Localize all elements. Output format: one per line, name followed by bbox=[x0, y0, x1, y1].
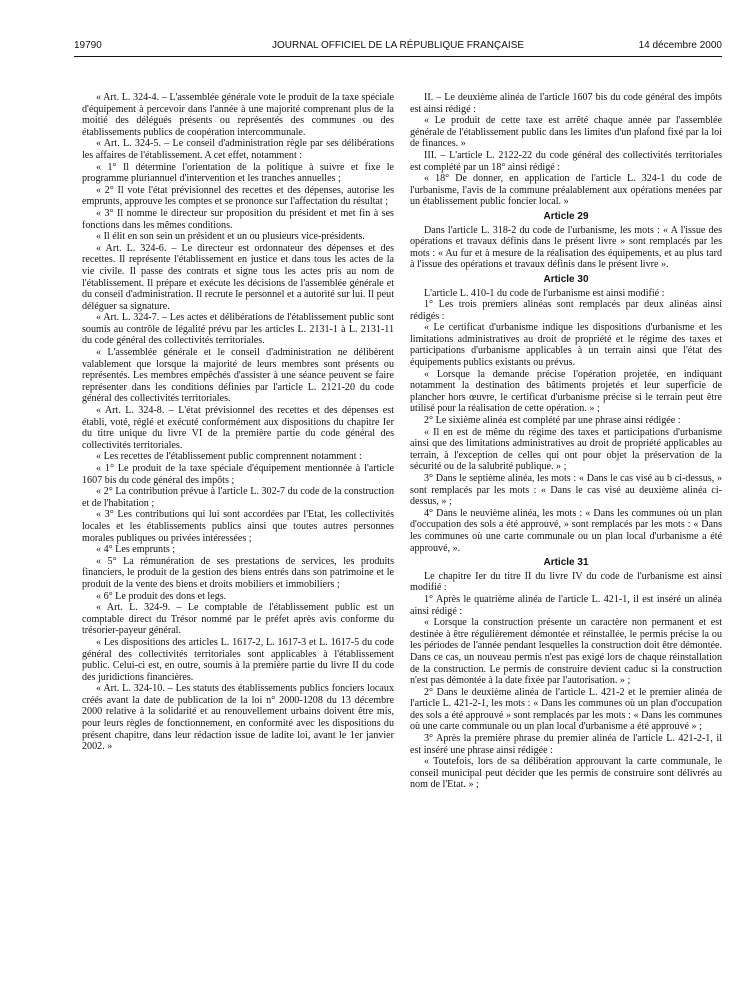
paragraph: « Art. L. 324-6. – Le directeur est ordonnateur des dépenses et des recettes. Il représente l'établissement en justice et dans tous les actes de la vie civile. Il passe des contrats et signe tous les actes pris au nom de l'établissement. Il prépare et exécute les décisions de l'assemblée générale et du conseil d'administration. Il recrute le personnel et a autorité sur lui. Il peut déléguer sa signature. bbox=[82, 242, 394, 312]
paragraph: « L'assemblée générale et le conseil d'administration ne délibèrent valablement que lorsque la majorité de leurs membres sont présents ou représentés. Les membres empêchés d'assister à une séance peuvent se faire représenter dans les conditions définies par l'article L. 2121-20 du code général des collectivités territoriales. bbox=[82, 347, 394, 405]
paragraph: L'article L. 410-1 du code de l'urbanisme est ainsi modifié : bbox=[424, 287, 665, 299]
paragraph: « 5° La rémunération de ses prestations de services, les produits financiers, le produit de la gestion des biens entrés dans son patrimoine et le produit de la vente des biens et droits mobiliers et immobiliers ; bbox=[82, 555, 394, 590]
paragraph: « Le certificat d'urbanisme indique les dispositions d'urbanisme et les limitations administratives au droit de propriété et le régime des taxes et participations d'urbanisme applicables à un terrain ainsi que l'état des équipements publics existants ou prévus. bbox=[410, 322, 722, 369]
paragraph: Dans l'article L. 318-2 du code de l'urbanisme, les mots : « A l'issue des opérations et travaux définis dans le présent livre » sont remplacés par les mots : « Au fur et à mesure de la réalisation des équipements, et au plus tard à l'issue des opérations et travaux définis dans le présent livre ». bbox=[410, 224, 722, 271]
page-number: 19790 bbox=[74, 40, 102, 51]
paragraph: 1° Après le quatrième alinéa de l'article L. 421-1, il est inséré un alinéa ainsi rédigé : bbox=[410, 593, 722, 617]
paragraph: « 6° Le produit des dons et legs. bbox=[96, 590, 227, 602]
publication-date: 14 décembre 2000 bbox=[638, 40, 722, 51]
paragraph: 3° Dans le septième alinéa, les mots : « Dans le cas visé au b ci-dessus, » sont remplacés par les mots : « Dans le cas visé au deuxième alinéa ci-dessus, » ; bbox=[410, 473, 722, 508]
article-heading: Article 30 bbox=[543, 273, 589, 285]
page-header bbox=[74, 40, 722, 54]
paragraph: « Lorsque la demande précise l'opération projetée, en indiquant notamment la destination des bâtiments projetés et leur superficie de plancher hors œuvre, le certificat d'urbanisme précise si le terrain peut être utilisé pour la réalisation de cette opération. » ; bbox=[410, 368, 722, 415]
paragraph: 3° Après la première phrase du premier alinéa de l'article L. 421-2-1, il est inséré une phrase ainsi rédigée : bbox=[410, 733, 722, 756]
article-heading: Article 31 bbox=[543, 557, 589, 569]
paragraph: « 4° Les emprunts ; bbox=[96, 544, 176, 556]
paragraph: « 3° Les contributions qui lui sont accordées par l'Etat, les collectivités locales et les établissements publics ainsi que toutes autres personnes morales publiques ou privées intéressées ; bbox=[82, 509, 394, 544]
paragraph: « Art. L. 324-5. – Le conseil d'administration règle par ses délibérations les affaires de l'établissement. A cet effet, notamment : bbox=[82, 138, 394, 161]
header-rule bbox=[74, 56, 722, 57]
left-column bbox=[82, 92, 394, 753]
paragraph: III. – L'article L. 2122-22 du code général des collectivités territoriales est complété par un 18° ainsi rédigé : bbox=[410, 149, 722, 173]
paragraph: Le chapitre Ier du titre II du livre IV du code de l'urbanisme est ainsi modifié : bbox=[410, 570, 722, 594]
paragraph: « Art. L. 324-4. – L'assemblée générale vote le produit de la taxe spéciale d'équipement à percevoir dans l'année à une majorité comprenant plus de la moitié des délégués présents ou représentés des communes ou des établissements publics de coopération intercommunale. bbox=[82, 92, 394, 138]
paragraph: « Art. L. 324-7. – Les actes et délibérations de l'établissement public sont soumis au contrôle de légalité prévu par les articles L. 2131-1 à L. 2131-11 du code général des collectivités territoriales. bbox=[82, 312, 394, 347]
paragraph: « Le produit de cette taxe est arrêté chaque année par l'assemblée générale de l'établissement public dans les limites d'un plafond fixé par la loi de finances. » bbox=[410, 115, 722, 150]
paragraph: « 1° Le produit de la taxe spéciale d'équipement mentionnée à l'article 1607 bis du code général des impôts ; bbox=[82, 463, 394, 486]
paragraph: « Lorsque la construction présente un caractère non permanent et est destinée à être régulièrement démontée et réinstallée, le permis précise la ou les périodes de l'année pendant lesquelles la construction doit être démontée. Dans ce cas, un nouveau permis n'est pas exigé lors de chaque réinstallation de la construction. Le permis de construire devient caduc si la construction n'est pas démontée à la date fixée par l'autorisation. » ; bbox=[410, 617, 722, 687]
paragraph: 2° Dans le deuxième alinéa de l'article L. 421-2 et le premier alinéa de l'article L. 421-2-1, les mots : « Dans les communes où un plan d'occupation des sols a été approuvé » sont remplacés par les mots : « Dans les communes où une carte communale ou un plan local d'urbanisme a été approuvé » ; bbox=[410, 686, 722, 733]
paragraph: 2° Le sixième alinéa est complété par une phrase ainsi rédigée : bbox=[424, 415, 681, 427]
paragraph: II. – Le deuxième alinéa de l'article 1607 bis du code général des impôts est ainsi rédigé : bbox=[410, 92, 722, 115]
paragraph: « 1° Il détermine l'orientation de la politique à suivre et fixe le programme pluriannuel d'intervention et les tranches annuelles ; bbox=[82, 161, 394, 185]
paragraph: « Art. L. 324-10. – Les statuts des établissements publics fonciers locaux créés avant la date de publication de la loi n° 2000-1208 du 13 décembre 2000 relative à la solidarité et au renouvellement urbains doivent être mis, pour leurs règles de fonctionnement, en conformité avec les dispositions du présent chapitre, dans leur rédaction issue de ladite loi, avant le 1er janvier 2002. » bbox=[82, 683, 394, 753]
paragraph: « Il élit en son sein un président et un ou plusieurs vice-présidents. bbox=[96, 231, 365, 243]
paragraph: « Art. L. 324-8. – L'état prévisionnel des recettes et des dépenses est établi, voté, réglé et exécuté conformément aux dispositions du chapitre Ier du titre unique du livre VI de la première partie du code général des collectivités territoriales. bbox=[82, 405, 394, 451]
paragraph: « Les recettes de l'établissement public comprennent notamment : bbox=[96, 451, 362, 463]
paragraph: « Toutefois, lors de sa délibération approuvant la carte communale, le conseil municipal peut décider que les permis de construire sont délivrés au nom de l'Etat. » ; bbox=[410, 756, 722, 791]
paragraph: « 2° Il vote l'état prévisionnel des recettes et des dépenses, autorise les emprunts, approuve les comptes et se prononce sur l'affectation du résultat ; bbox=[82, 184, 394, 208]
paragraph: 4° Dans le neuvième alinéa, les mots : « Dans les communes où un plan d'occupation des sols a été approuvé, » sont remplacés par les mots : « Dans les communes où une carte communale ou un plan local d'urbanisme a été approuvé, ». bbox=[410, 507, 722, 554]
article-heading: Article 29 bbox=[543, 210, 589, 222]
paragraph: 1° Les trois premiers alinéas sont remplacés par deux alinéas ainsi rédigés : bbox=[410, 299, 722, 322]
paragraph: « 2° La contribution prévue à l'article L. 302-7 du code de la construction et de l'habitation ; bbox=[82, 486, 394, 509]
paragraph: « Les dispositions des articles L. 1617-2, L. 1617-3 et L. 1617-5 du code général des collectivités territoriales sont applicables à l'établissement public. Celui-ci est, en outre, soumis à la première partie du livre II du code des juridictions financières. bbox=[82, 636, 394, 683]
paragraph: « Art. L. 324-9. – Le comptable de l'établissement public est un comptable direct du Trésor nommé par le préfet après avis conforme du trésorier-payeur général. bbox=[82, 602, 394, 637]
paragraph: « 18° De donner, en application de l'article L. 324-1 du code de l'urbanisme, l'avis de la commune préalablement aux opérations menées par un établissement public foncier local. » bbox=[410, 173, 722, 208]
paragraph: « 3° Il nomme le directeur sur proposition du président et met fin à ses fonctions dans les mêmes conditions. bbox=[82, 207, 394, 231]
right-column bbox=[410, 92, 722, 791]
paragraph: « Il en est de même du régime des taxes et participations d'urbanisme ainsi que des limitations administratives au droit de propriété applicables au terrain, à l'exception de celles qui ont pour objet la préservation de la sécurité ou de la salubrité publique. » ; bbox=[410, 426, 722, 473]
journal-title: JOURNAL OFFICIEL DE LA RÉPUBLIQUE FRANÇAISE bbox=[271, 40, 525, 51]
